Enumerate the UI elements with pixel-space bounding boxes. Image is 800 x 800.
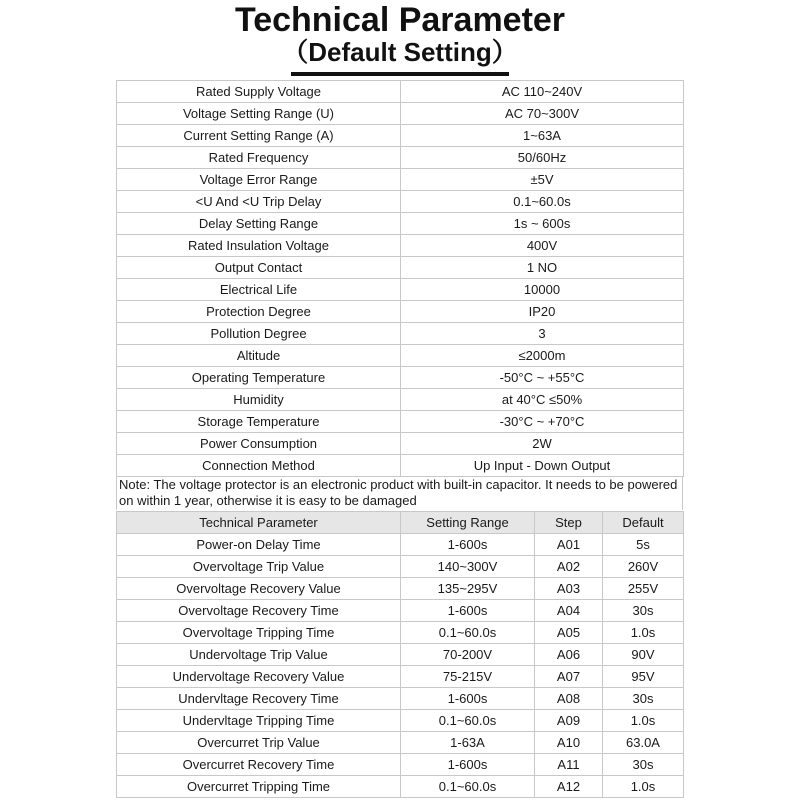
spec-label: Voltage Error Range xyxy=(117,169,401,191)
table-row xyxy=(117,389,684,411)
setting-range: 1-63A xyxy=(401,732,535,754)
column-header-parameter: Technical Parameter xyxy=(117,512,401,534)
setting-range: 135~295V xyxy=(401,578,535,600)
table-row xyxy=(117,367,684,389)
spec-label: Power Consumption xyxy=(117,433,401,455)
table-row xyxy=(117,754,684,776)
setting-parameter: Overcurret Tripping Time xyxy=(117,776,401,798)
spec-label: Storage Temperature xyxy=(117,411,401,433)
setting-range: 0.1~60.0s xyxy=(401,776,535,798)
spec-value: ≤2000m xyxy=(401,345,684,367)
setting-parameter: Overvoltage Recovery Time xyxy=(117,600,401,622)
table-row xyxy=(117,147,684,169)
spec-value: -30°C ~ +70°C xyxy=(401,411,684,433)
setting-default: 5s xyxy=(603,534,684,556)
specs-table xyxy=(116,80,684,477)
table-row xyxy=(117,345,684,367)
spec-value: ±5V xyxy=(401,169,684,191)
spec-label: Rated Insulation Voltage xyxy=(117,235,401,257)
spec-label: Altitude xyxy=(117,345,401,367)
setting-range: 0.1~60.0s xyxy=(401,622,535,644)
setting-default: 30s xyxy=(603,754,684,776)
spec-value: 1 NO xyxy=(401,257,684,279)
spec-value: 10000 xyxy=(401,279,684,301)
table-row xyxy=(117,688,684,710)
table-row xyxy=(117,411,684,433)
spec-value: Up Input - Down Output xyxy=(401,455,684,477)
spec-label: Connection Method xyxy=(117,455,401,477)
setting-range: 1-600s xyxy=(401,754,535,776)
setting-default: 90V xyxy=(603,644,684,666)
setting-default: 63.0A xyxy=(603,732,684,754)
setting-range: 1-600s xyxy=(401,534,535,556)
title-underline xyxy=(291,72,509,76)
spec-value: 3 xyxy=(401,323,684,345)
setting-step: A02 xyxy=(535,556,603,578)
table-row xyxy=(117,455,684,477)
table-row xyxy=(117,732,684,754)
column-header-setting-range: Setting Range xyxy=(401,512,535,534)
table-row xyxy=(117,323,684,345)
spec-label: Operating Temperature xyxy=(117,367,401,389)
setting-default: 260V xyxy=(603,556,684,578)
setting-default: 95V xyxy=(603,666,684,688)
setting-parameter: Overvoltage Tripping Time xyxy=(117,622,401,644)
table-header-row xyxy=(117,512,684,534)
spec-label: Delay Setting Range xyxy=(117,213,401,235)
table-row xyxy=(117,81,684,103)
setting-step: A01 xyxy=(535,534,603,556)
setting-step: A11 xyxy=(535,754,603,776)
page-subtitle: （Default Setting） xyxy=(282,37,518,67)
setting-default: 30s xyxy=(603,688,684,710)
spec-value: 400V xyxy=(401,235,684,257)
spec-label: Electrical Life xyxy=(117,279,401,301)
capacitor-note: Note: The voltage protector is an electronic product with built-in capacitor. It needs to be powered on within 1 year, otherwise it is easy to be damaged xyxy=(116,476,683,510)
setting-default: 1.0s xyxy=(603,710,684,732)
setting-step: A10 xyxy=(535,732,603,754)
spec-label: Humidity xyxy=(117,389,401,411)
table-row xyxy=(117,169,684,191)
settings-table xyxy=(116,511,684,798)
spec-value: -50°C ~ +55°C xyxy=(401,367,684,389)
setting-range: 75-215V xyxy=(401,666,535,688)
page-title: Technical Parameter xyxy=(234,1,566,39)
spec-value: AC 110~240V xyxy=(401,81,684,103)
spec-label: <U And <U Trip Delay xyxy=(117,191,401,213)
setting-range: 140~300V xyxy=(401,556,535,578)
setting-parameter: Overcurret Recovery Time xyxy=(117,754,401,776)
table-row xyxy=(117,556,684,578)
table-row xyxy=(117,125,684,147)
spec-value: 1~63A xyxy=(401,125,684,147)
table-row xyxy=(117,191,684,213)
spec-label: Protection Degree xyxy=(117,301,401,323)
spec-label: Voltage Setting Range (U) xyxy=(117,103,401,125)
spec-value: at 40°C ≤50% xyxy=(401,389,684,411)
table-row xyxy=(117,578,684,600)
setting-step: A04 xyxy=(535,600,603,622)
table-row xyxy=(117,433,684,455)
setting-default: 30s xyxy=(603,600,684,622)
table-row xyxy=(117,600,684,622)
setting-step: A12 xyxy=(535,776,603,798)
spec-value: 0.1~60.0s xyxy=(401,191,684,213)
table-row xyxy=(117,301,684,323)
spec-value: AC 70~300V xyxy=(401,103,684,125)
spec-label: Current Setting Range (A) xyxy=(117,125,401,147)
setting-step: A08 xyxy=(535,688,603,710)
setting-step: A06 xyxy=(535,644,603,666)
table-row xyxy=(117,279,684,301)
setting-range: 1-600s xyxy=(401,600,535,622)
setting-range: 1-600s xyxy=(401,688,535,710)
table-row xyxy=(117,776,684,798)
setting-step: A07 xyxy=(535,666,603,688)
setting-step: A03 xyxy=(535,578,603,600)
spec-label: Rated Frequency xyxy=(117,147,401,169)
setting-parameter: Overcurret Trip Value xyxy=(117,732,401,754)
table-row xyxy=(117,235,684,257)
setting-default: 255V xyxy=(603,578,684,600)
spec-value: IP20 xyxy=(401,301,684,323)
setting-range: 0.1~60.0s xyxy=(401,710,535,732)
setting-step: A05 xyxy=(535,622,603,644)
setting-default: 1.0s xyxy=(603,776,684,798)
setting-parameter: Undervoltage Recovery Value xyxy=(117,666,401,688)
table-row xyxy=(117,103,684,125)
table-row xyxy=(117,257,684,279)
spec-value: 50/60Hz xyxy=(401,147,684,169)
table-row xyxy=(117,622,684,644)
setting-range: 70-200V xyxy=(401,644,535,666)
table-row xyxy=(117,213,684,235)
setting-parameter: Overvoltage Trip Value xyxy=(117,556,401,578)
setting-parameter: Undervltage Recovery Time xyxy=(117,688,401,710)
spec-label: Rated Supply Voltage xyxy=(117,81,401,103)
setting-parameter: Overvoltage Recovery Value xyxy=(117,578,401,600)
setting-default: 1.0s xyxy=(603,622,684,644)
table-row xyxy=(117,644,684,666)
column-header-step: Step xyxy=(535,512,603,534)
setting-step: A09 xyxy=(535,710,603,732)
spec-value: 2W xyxy=(401,433,684,455)
column-header-default: Default xyxy=(603,512,684,534)
spec-label: Output Contact xyxy=(117,257,401,279)
spec-value: 1s ~ 600s xyxy=(401,213,684,235)
spec-label: Pollution Degree xyxy=(117,323,401,345)
setting-parameter: Undervltage Tripping Time xyxy=(117,710,401,732)
table-row xyxy=(117,666,684,688)
setting-parameter: Power-on Delay Time xyxy=(117,534,401,556)
table-row xyxy=(117,534,684,556)
table-row xyxy=(117,710,684,732)
setting-parameter: Undervoltage Trip Value xyxy=(117,644,401,666)
